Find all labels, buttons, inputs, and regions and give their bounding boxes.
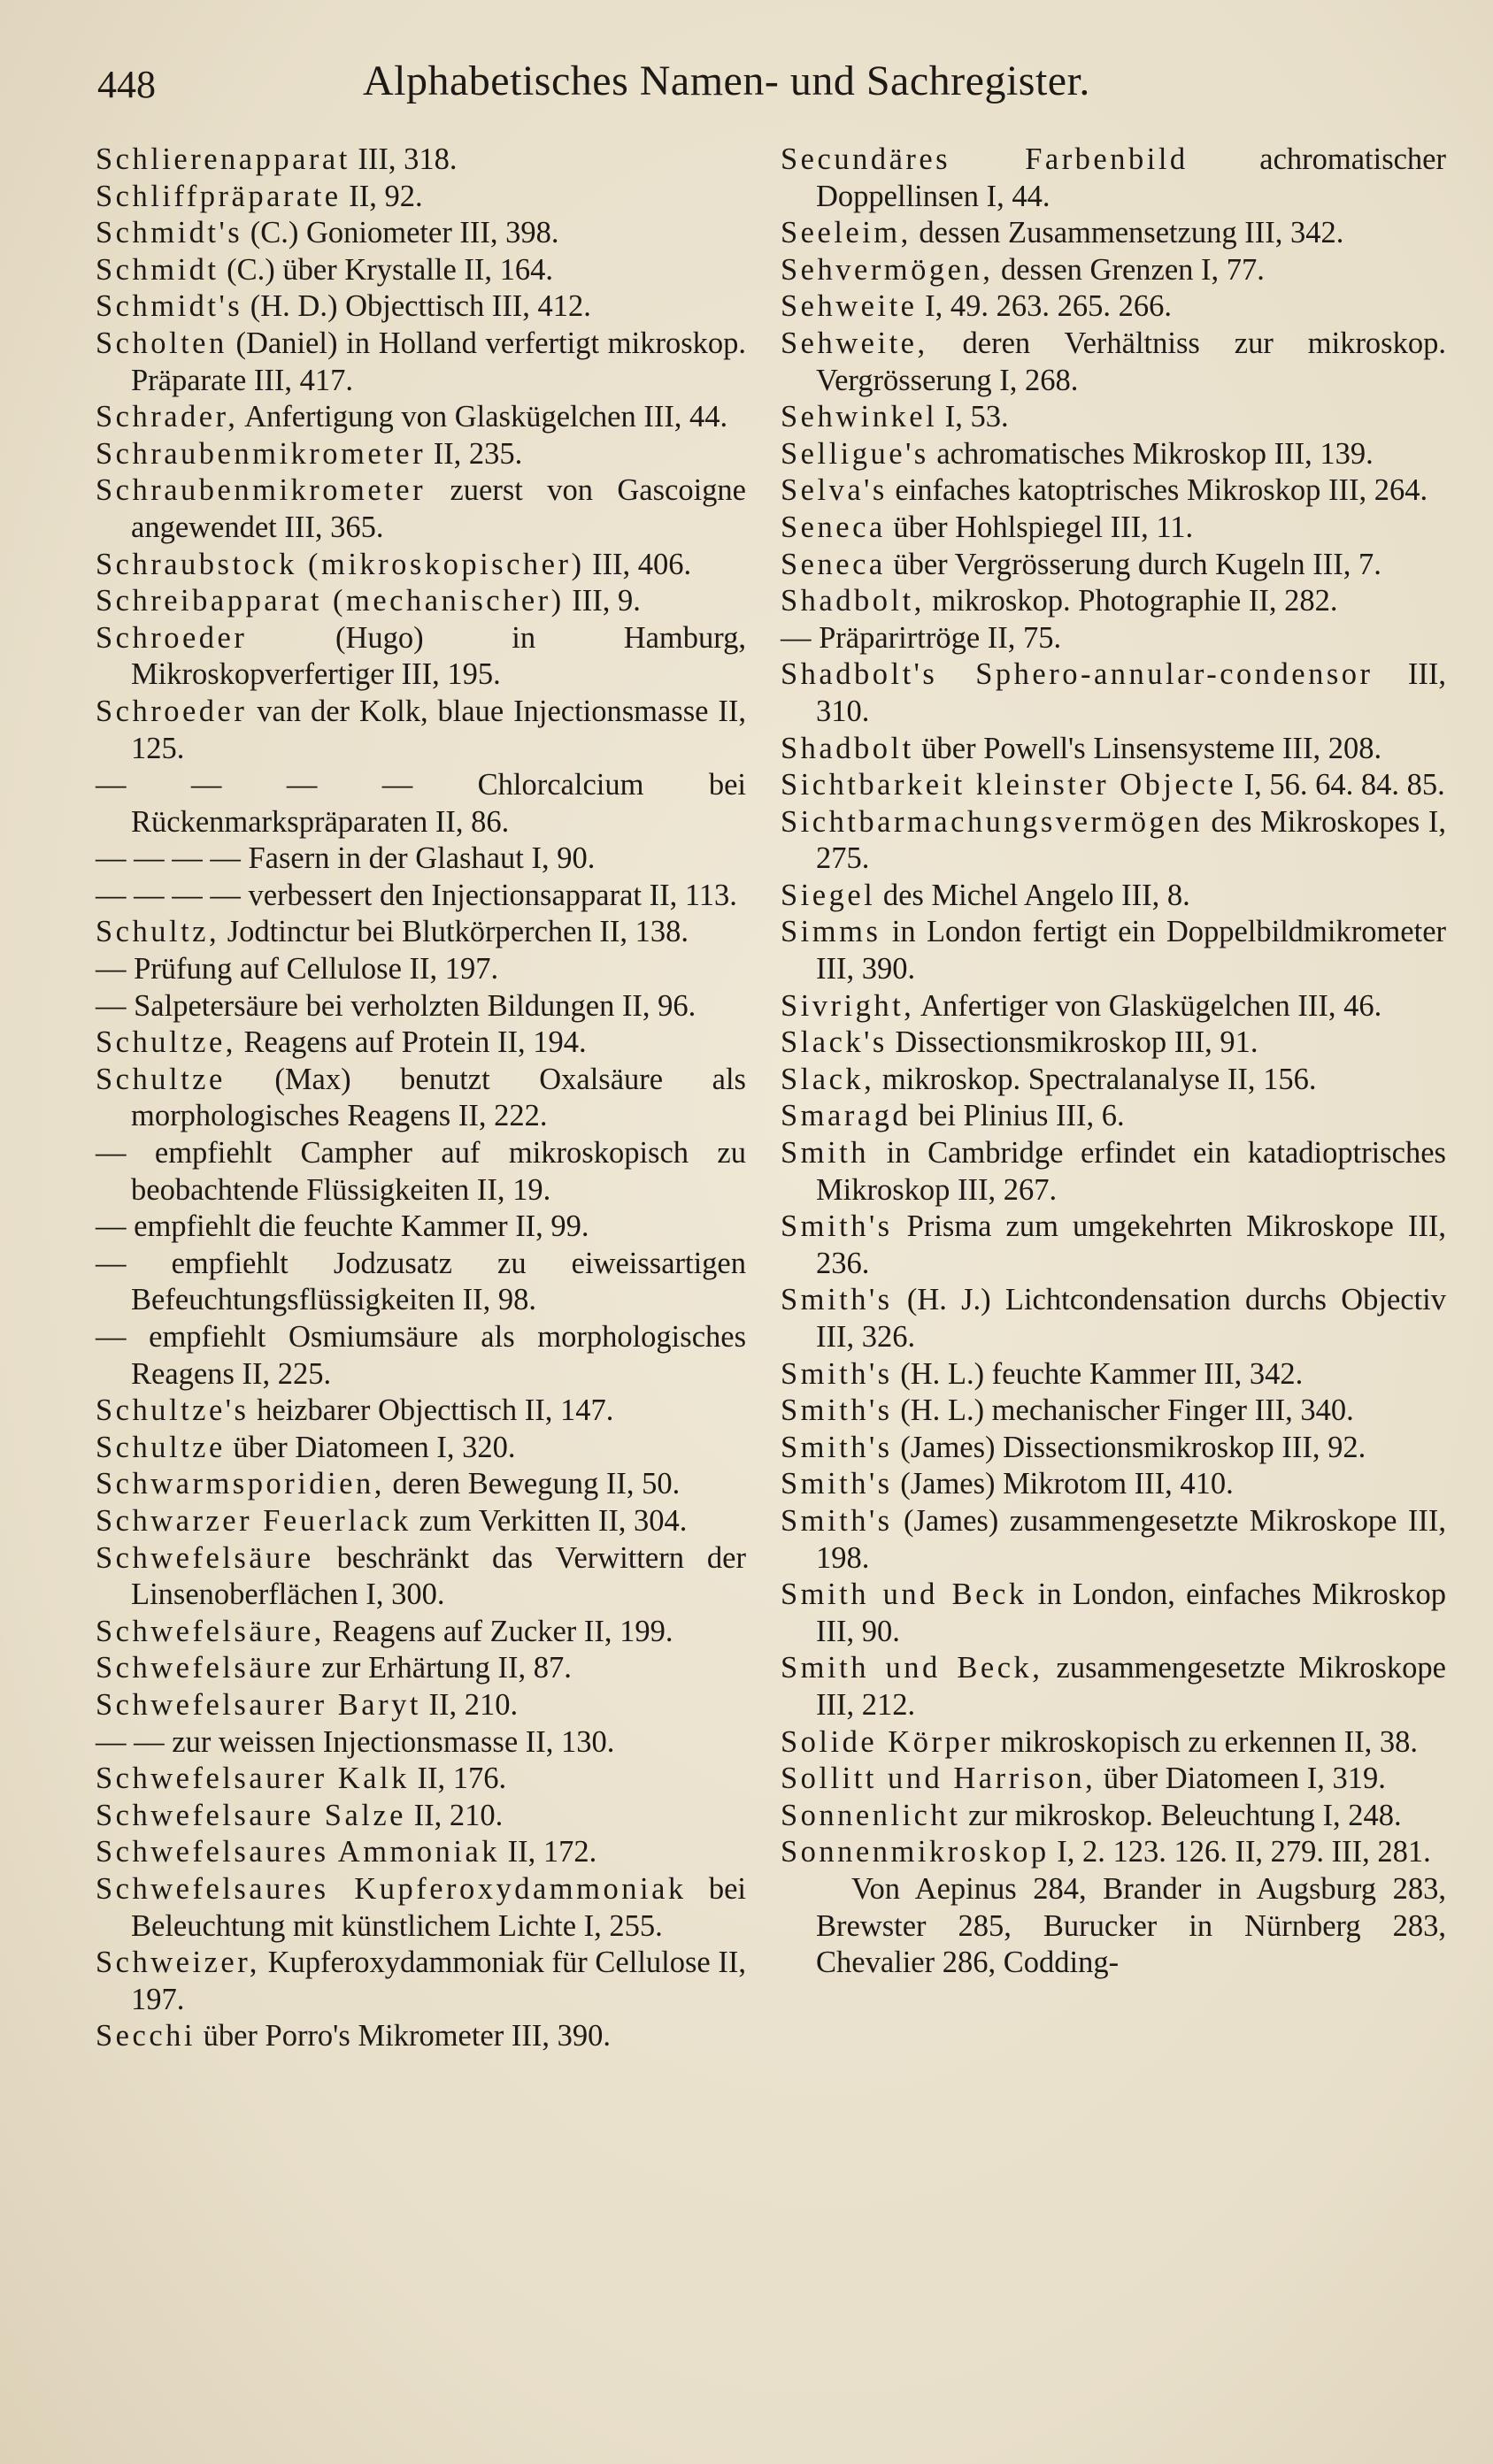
index-keyword: Scholten — [96, 326, 227, 360]
index-entry — [96, 767, 746, 841]
index-keyword: Sichtbarkeit kleinster Objecte — [781, 768, 1237, 802]
index-keyword: Smith und Beck — [781, 1577, 1027, 1612]
index-entry — [781, 1798, 1446, 1835]
index-entry — [781, 1135, 1446, 1209]
index-reference: — Präparirtröge II, 75. — [781, 620, 1062, 655]
index-entry — [781, 1466, 1446, 1503]
index-reference: bei Beleuchtung mit künstlichem Lichte I, 255. — [131, 1871, 746, 1943]
index-entry — [96, 1614, 746, 1651]
index-entry — [96, 1798, 746, 1835]
index-entry — [96, 215, 746, 252]
index-entry — [96, 1466, 746, 1503]
index-entry — [96, 1687, 746, 1724]
index-reference: II, 210. — [420, 1687, 519, 1722]
index-reference: in Cambridge erfindet ein katadioptrisches Mikroskop III, 267. — [816, 1136, 1446, 1207]
index-reference: II, 176. — [409, 1762, 507, 1796]
index-reference: über Vergrösserung durch Kugeln III, 7. — [885, 547, 1381, 581]
index-keyword: Solide Körper — [781, 1724, 994, 1759]
index-keyword: Schwarmsporidien, — [96, 1467, 385, 1501]
index-entry — [781, 399, 1446, 436]
index-entry — [781, 1503, 1446, 1577]
index-reference: in London, einfaches Mikroskop III, 90. — [816, 1577, 1446, 1648]
index-column-left — [96, 142, 746, 2055]
index-keyword: Seeleim, — [781, 216, 912, 250]
index-entry — [96, 288, 746, 326]
index-reference: über Powell's Linsensysteme III, 208. — [913, 731, 1382, 765]
index-reference: zur Erhärtung II, 87. — [313, 1651, 572, 1685]
index-reference: bei Plinius III, 6. — [911, 1099, 1125, 1133]
index-keyword: Schmidt — [96, 252, 219, 287]
index-keyword: Smith — [781, 1136, 869, 1171]
index-entry — [781, 988, 1446, 1025]
index-reference: — Salpetersäure bei verholzten Bildungen II, 96. — [96, 988, 696, 1023]
index-reference: — empfiehlt die feuchte Kammer II, 99. — [96, 1209, 589, 1244]
index-reference: Prisma zum umgekehrten Mikroskope III, 236. — [816, 1209, 1446, 1280]
index-keyword: Sehwinkel — [781, 400, 938, 434]
index-keyword: Schreibapparat (mechanischer) — [96, 584, 565, 618]
index-reference: (James) Dissectionsmikroskop III, 92. — [892, 1430, 1366, 1464]
index-entry — [781, 1834, 1446, 1871]
index-reference: des Michel Angelo III, 8. — [875, 878, 1190, 912]
index-entry — [96, 1025, 746, 1062]
index-entry — [781, 767, 1446, 804]
index-reference: II, 92. — [341, 179, 423, 213]
index-keyword: Sonnenmikroskop — [781, 1835, 1050, 1869]
index-reference: — empfiehlt Jodzusatz zu eiweissartigen Befeuchtungsflüssigkeiten II, 98. — [96, 1246, 746, 1317]
index-entry — [96, 1393, 746, 1430]
index-reference: zur mikroskop. Beleuchtung I, 248. — [960, 1798, 1402, 1832]
index-entry — [781, 583, 1446, 620]
index-entry — [96, 547, 746, 584]
index-reference: I, 2. 123. 126. II, 279. III, 281. — [1049, 1835, 1431, 1869]
index-reference: Kupferoxydammoniak für Cellulose II, 197. — [131, 1946, 746, 2016]
index-reference: über Porro's Mikrometer III, 390. — [195, 2019, 611, 2053]
index-entry — [781, 731, 1446, 768]
index-reference: III, 406. — [584, 547, 692, 581]
index-reference: mikroskop. Photographie II, 282. — [924, 584, 1338, 618]
index-keyword: Sehweite — [781, 289, 918, 324]
index-keyword: Sonnenlicht — [781, 1798, 961, 1832]
index-keyword: Schwefelsaurer Baryt — [96, 1687, 421, 1722]
index-entry — [781, 215, 1446, 252]
index-keyword: Smith's — [781, 1356, 893, 1391]
index-keyword: Smith's — [781, 1503, 893, 1538]
index-reference: III, 9. — [564, 584, 641, 618]
index-keyword: Schultz, — [96, 915, 220, 949]
index-entry — [96, 988, 746, 1025]
index-reference: über Diatomeen I, 320. — [225, 1430, 516, 1464]
index-entry — [781, 1761, 1446, 1798]
index-entry — [96, 1945, 746, 2018]
index-reference: Jodtinctur bei Blutkörperchen II, 138. — [219, 915, 689, 949]
index-entry — [781, 1098, 1446, 1135]
index-keyword: Sivright, — [781, 988, 915, 1023]
index-entry — [781, 1282, 1446, 1355]
index-keyword: Sichtbarmachungsvermögen — [781, 804, 1203, 839]
index-reference: in London fertigt ein Doppelbildmikrometer III, 390. — [816, 915, 1446, 986]
index-entry — [96, 472, 746, 546]
index-keyword: Schultze — [96, 1062, 226, 1096]
index-reference: (C.) Goniometer III, 398. — [242, 216, 559, 250]
index-entry — [96, 878, 746, 915]
index-keyword: Sehvermögen, — [781, 252, 994, 287]
index-entry — [781, 804, 1446, 878]
page-number: 448 — [97, 63, 156, 106]
index-entry — [781, 472, 1446, 510]
index-entry — [781, 288, 1446, 326]
index-reference: — — — — Chlorcalcium bei Rückenmarkspräparaten II, 86. — [96, 768, 746, 839]
index-reference: (Hugo) in Hamburg, Mikroskopverfertiger III, 195. — [131, 620, 746, 692]
index-reference: (Max) benutzt Oxalsäure als morphologisches Reagens II, 222. — [131, 1062, 746, 1133]
index-keyword: Simms — [781, 915, 881, 949]
index-keyword: Slack, — [781, 1062, 875, 1096]
index-reference: zuerst von Gascoigne angewendet III, 365. — [131, 473, 746, 544]
index-reference: zusammengesetzte Mikroskope III, 212. — [816, 1651, 1446, 1722]
index-reference: I, 49. 263. 265. 266. — [917, 289, 1172, 324]
index-keyword: Schwefelsäure — [96, 1540, 314, 1575]
index-keyword: Schwarzer Feuerlack — [96, 1503, 412, 1538]
index-entry — [96, 436, 746, 473]
index-entry — [96, 179, 746, 216]
index-entry — [781, 1650, 1446, 1723]
index-keyword: Schrader, — [96, 400, 239, 434]
index-reference: — — — — verbessert den Injectionsapparat II, 113. — [96, 878, 737, 912]
index-entry — [96, 1430, 746, 1467]
index-keyword: Selva's — [781, 473, 888, 508]
index-reference: heizbarer Objecttisch II, 147. — [249, 1393, 614, 1428]
index-reference: (C.) über Krystalle II, 164. — [219, 252, 553, 287]
index-entry — [781, 1393, 1446, 1430]
index-entry — [96, 1724, 746, 1762]
index-entry — [96, 1135, 746, 1209]
index-reference: (H. L.) mechanischer Finger III, 340. — [892, 1393, 1354, 1428]
index-keyword: Schwefelsäure — [96, 1651, 314, 1685]
index-keyword: Smith's — [781, 1430, 893, 1464]
index-keyword: Sollitt und Harrison, — [781, 1762, 1097, 1796]
index-reference: (H. J.) Lichtcondensation durchs Objectiv III, 326. — [816, 1283, 1446, 1354]
index-keyword: Schwefelsaurer Kalk — [96, 1762, 410, 1796]
index-entry — [781, 547, 1446, 584]
index-reference: Anfertiger von Glaskügelchen III, 46. — [914, 988, 1382, 1023]
index-entry — [96, 1761, 746, 1798]
index-reference: Anfertigung von Glaskügelchen III, 44. — [238, 400, 728, 434]
index-reference: mikroskop. Spectralanalyse II, 156. — [874, 1062, 1317, 1096]
index-entry — [96, 1540, 746, 1614]
index-keyword: Schultze — [96, 1430, 226, 1464]
index-entry — [781, 1209, 1446, 1282]
index-keyword: Seneca — [781, 547, 886, 581]
index-keyword: Schraubstock (mikroskopischer) — [96, 547, 585, 581]
index-reference: — empfiehlt Campher auf mikroskopisch zu beobachtende Flüssigkeiten II, 19. — [96, 1136, 746, 1207]
index-reference: (James) zusammengesetzte Mikroskope III, 198. — [816, 1503, 1446, 1575]
index-entry — [781, 252, 1446, 289]
index-reference: des Mikroskopes I, 275. — [816, 804, 1446, 876]
index-reference: II, 172. — [500, 1835, 597, 1869]
index-reference: achromatischer Doppellinsen I, 44. — [816, 142, 1446, 213]
index-entry — [96, 1062, 746, 1135]
index-reference: beschränkt das Verwittern der Linsenoberflächen I, 300. — [131, 1540, 746, 1612]
index-keyword: Slack's — [781, 1025, 888, 1060]
index-keyword: Schmidt's — [96, 289, 243, 324]
index-keyword: Selligue's — [781, 436, 929, 471]
index-entry — [96, 841, 746, 878]
index-reference: II, 210. — [406, 1798, 504, 1832]
index-entry — [96, 252, 746, 289]
index-reference: dessen Zusammensetzung III, 342. — [911, 216, 1344, 250]
index-entry — [96, 142, 746, 179]
index-reference: (H. L.) feuchte Kammer III, 342. — [892, 1356, 1304, 1391]
index-entry — [96, 1209, 746, 1246]
index-keyword: Smith's — [781, 1393, 893, 1428]
index-entry — [781, 620, 1446, 657]
index-keyword: Schliffpräparate — [96, 179, 342, 213]
index-keyword: Secchi — [96, 2019, 196, 2053]
index-entry — [781, 1430, 1446, 1467]
index-entry — [781, 1724, 1446, 1762]
index-reference: achromatisches Mikroskop III, 139. — [928, 436, 1374, 471]
index-reference: (James) Mikrotom III, 410. — [892, 1467, 1234, 1501]
index-keyword: Seneca — [781, 510, 886, 544]
index-keyword: Smith's — [781, 1209, 893, 1244]
index-keyword: Schweizer, — [96, 1946, 260, 1980]
index-reference: I, 56. 64. 84. 85. — [1236, 768, 1445, 802]
index-entry — [781, 142, 1446, 215]
index-keyword: Sehweite, — [781, 326, 928, 360]
index-entry — [96, 914, 746, 951]
index-keyword: Smith's — [781, 1283, 893, 1317]
index-reference: deren Bewegung II, 50. — [384, 1467, 681, 1501]
index-reference: — — — — Fasern in der Glashaut I, 90. — [96, 841, 596, 876]
index-entry — [96, 1503, 746, 1540]
index-entry — [781, 510, 1446, 547]
index-entry — [781, 1356, 1446, 1393]
index-entry — [781, 1062, 1446, 1099]
index-entry — [781, 1871, 1446, 1982]
index-reference: III, 318. — [350, 142, 458, 176]
index-reference: Reagens auf Zucker II, 199. — [324, 1614, 673, 1648]
index-reference: dessen Grenzen I, 77. — [993, 252, 1265, 287]
index-entry — [781, 436, 1446, 473]
running-title: Alphabetisches Namen- und Sachregister. — [363, 58, 1090, 104]
index-reference: Reagens auf Protein II, 194. — [235, 1025, 587, 1060]
index-keyword: Schwefelsaure Salze — [96, 1798, 406, 1832]
index-entry — [96, 1246, 746, 1319]
index-entry — [96, 399, 746, 436]
index-entry — [781, 1025, 1446, 1062]
index-keyword: Secundäres Farbenbild — [781, 142, 1189, 176]
index-reference: (Daniel) in Holland verfertigt mikroskop. Präparate III, 417. — [131, 326, 746, 397]
index-keyword: Schlierenapparat — [96, 142, 350, 176]
index-keyword: Schmidt's — [96, 216, 243, 250]
index-keyword: Shadbolt — [781, 731, 914, 765]
index-entry — [781, 878, 1446, 915]
index-reference: Dissectionsmikroskop III, 91. — [887, 1025, 1258, 1060]
index-entry — [781, 1577, 1446, 1650]
index-entry — [96, 2018, 746, 2055]
index-keyword: Shadbolt, — [781, 584, 925, 618]
index-keyword: Schwefelsaures Ammoniak — [96, 1835, 501, 1869]
index-entry — [96, 1871, 746, 1945]
index-reference: — Prüfung auf Cellulose II, 197. — [96, 952, 499, 986]
index-keyword: Schraubenmikrometer — [96, 473, 427, 508]
index-entry — [96, 1650, 746, 1687]
index-keyword: Schroeder — [96, 620, 248, 655]
index-reference: zum Verkitten II, 304. — [411, 1503, 688, 1538]
index-reference: II, 235. — [426, 436, 523, 471]
index-column-right — [781, 142, 1446, 1982]
index-reference: deren Verhältniss zur mikroskop. Vergrösserung I, 268. — [816, 326, 1446, 397]
index-reference: über Hohlspiegel III, 11. — [885, 510, 1194, 544]
index-reference: van der Kolk, blaue Injectionsmasse II, 125. — [131, 694, 746, 765]
index-keyword: Smaragd — [781, 1099, 912, 1133]
index-keyword: Schwefelsaures Kupferoxydammoniak — [96, 1871, 687, 1906]
page-header — [97, 58, 1440, 133]
index-reference: I, 53. — [937, 400, 1009, 434]
index-reference: mikroskopisch zu erkennen II, 38. — [993, 1724, 1419, 1759]
index-reference: — — zur weissen Injectionsmasse II, 130. — [96, 1724, 615, 1759]
index-entry — [96, 620, 746, 694]
index-keyword: Schroeder — [96, 694, 248, 728]
index-keyword: Schraubenmikrometer — [96, 436, 427, 471]
index-keyword: Shadbolt's Sphero-annular-condensor — [781, 657, 1374, 692]
index-entry — [781, 326, 1446, 399]
index-entry — [96, 326, 746, 399]
index-reference: Von Aepinus 284, Brander in Augsburg 283, Brewster 285, Burucker in Nürnberg 283, Chevalier 286, Codding- — [816, 1871, 1446, 1980]
index-reference: — empfiehlt Osmiumsäure als morphologisches Reagens II, 225. — [96, 1320, 746, 1391]
index-keyword: Smith's — [781, 1467, 893, 1501]
index-reference: (H. D.) Objecttisch III, 412. — [242, 289, 591, 324]
index-keyword: Schultze's — [96, 1393, 250, 1428]
index-entry — [96, 1834, 746, 1871]
index-keyword: Smith und Beck, — [781, 1651, 1043, 1685]
index-entry — [96, 1319, 746, 1393]
index-keyword: Schultze, — [96, 1025, 236, 1060]
index-entry — [96, 694, 746, 767]
index-reference: über Diatomeen I, 319. — [1096, 1762, 1386, 1796]
index-reference: III, 310. — [816, 657, 1447, 728]
index-reference: einfaches katoptrisches Mikroskop III, 264. — [887, 473, 1428, 508]
index-entry — [781, 656, 1446, 730]
index-entry — [96, 951, 746, 988]
index-keyword: Siegel — [781, 878, 876, 912]
index-entry — [96, 583, 746, 620]
index-keyword: Schwefelsäure, — [96, 1614, 325, 1648]
index-entry — [781, 914, 1446, 987]
